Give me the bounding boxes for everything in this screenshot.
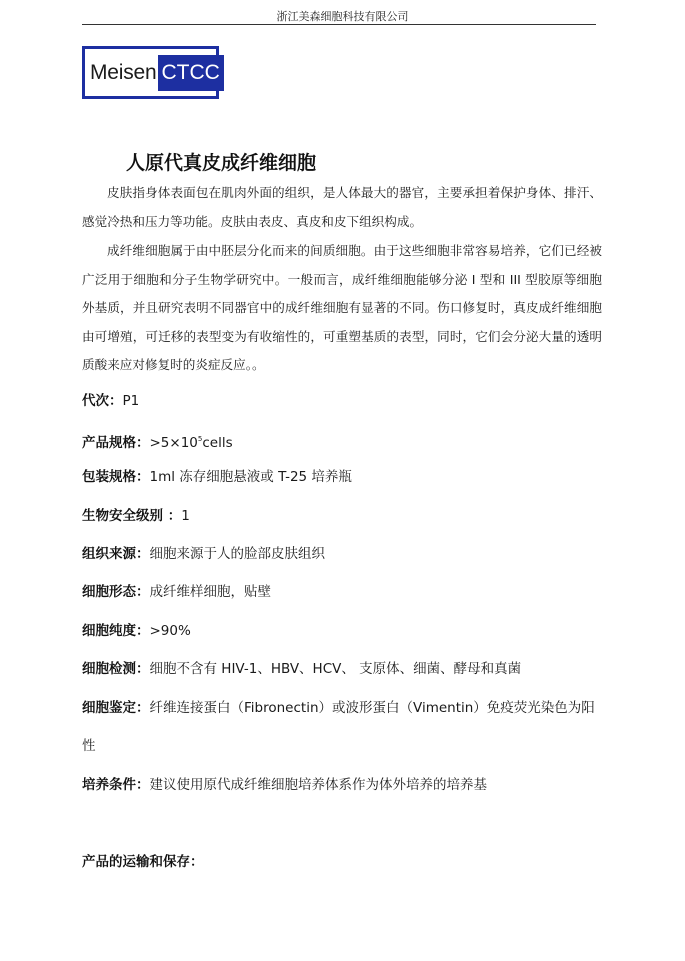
field-spec-label: 产品规格： xyxy=(82,435,150,451)
field-detection-label: 细胞检测： xyxy=(82,661,150,677)
field-spec xyxy=(82,420,602,462)
logo-text-meisen: Meisen xyxy=(90,60,157,84)
field-purity-label: 细胞纯度： xyxy=(82,623,150,639)
field-morphology xyxy=(82,573,602,611)
field-package xyxy=(82,458,602,496)
field-culture-label: 培养条件： xyxy=(82,777,150,793)
field-spec-value-prefix: >5×10 xyxy=(149,435,198,451)
field-generation-label: 代次： xyxy=(82,393,123,409)
field-package-value: 1ml 冻存细胞悬液或 T-25 培养瓶 xyxy=(149,469,352,485)
field-package-label: 包装规格： xyxy=(82,469,150,485)
field-source-value: 细胞来源于人的脸部皮肤组织 xyxy=(149,546,325,562)
company-logo xyxy=(82,46,219,99)
field-morphology-value: 成纤维样细胞，贴壁 xyxy=(149,584,271,600)
field-detection xyxy=(82,650,602,688)
section-heading-transport-storage xyxy=(82,843,602,881)
paragraph-skin-intro: 皮肤指身体表面包在肌肉外面的组织，是人体最大的器官，主要承担着保护身体、排汗、感觉冷热和压力等功能。皮肤由表皮、真皮和皮下组织构成。 xyxy=(82,185,602,229)
field-biosafety xyxy=(82,497,602,535)
header-divider xyxy=(82,24,596,25)
field-culture xyxy=(82,766,602,804)
field-identification-label: 细胞鉴定： xyxy=(82,700,150,716)
document-title: 人原代真皮成纤维细胞 xyxy=(126,152,317,174)
field-biosafety-value: 1 xyxy=(181,508,190,524)
field-identification-value: 纤维连接蛋白（Fibronectin）或波形蛋白（Vimentin）免疫荧光染色为阳性 xyxy=(82,700,595,754)
section-heading-text: 产品的运输和保存： xyxy=(82,854,204,870)
page-header-company: 浙江美森细胞科技有限公司 xyxy=(276,10,409,23)
field-culture-value: 建议使用原代成纤维细胞培养体系作为体外培养的培养基 xyxy=(149,777,487,793)
paragraph-fibroblast-intro: 成纤维细胞属于由中胚层分化而来的间质细胞。由于这些细胞非常容易培养，它们已经被广泛用于细胞和分子生物学研究中。一般而言，成纤维细胞能够分泌 I 型和 III 型胶原等细胞外基质，并且研究表明不同器官中的成纤维细胞有显著的不同。伤口修复时，真皮成纤维细胞由可增殖，可迁移的表型变为有收缩性的，可重塑基质的表型，同时，它们会分泌大量的透明质酸来应对修复时的炎症反应。。 xyxy=(82,243,602,373)
field-purity xyxy=(82,612,602,650)
field-biosafety-label: 生物安全级别 ： xyxy=(82,508,182,524)
field-purity-value: >90% xyxy=(149,623,191,639)
logo-text-ctcc: CTCC xyxy=(158,55,224,91)
field-identification xyxy=(82,689,602,765)
field-generation xyxy=(82,382,602,420)
field-detection-value: 细胞不含有 HIV-1、HBV、HCV、 支原体、细菌、酵母和真菌 xyxy=(149,661,522,677)
field-source-label: 组织来源： xyxy=(82,546,150,562)
field-spec-value-exponent: 5 xyxy=(197,435,203,443)
field-source xyxy=(82,535,602,573)
field-morphology-label: 细胞形态： xyxy=(82,584,150,600)
field-generation-value: P1 xyxy=(122,393,140,409)
field-spec-value-suffix: cells xyxy=(202,435,233,451)
